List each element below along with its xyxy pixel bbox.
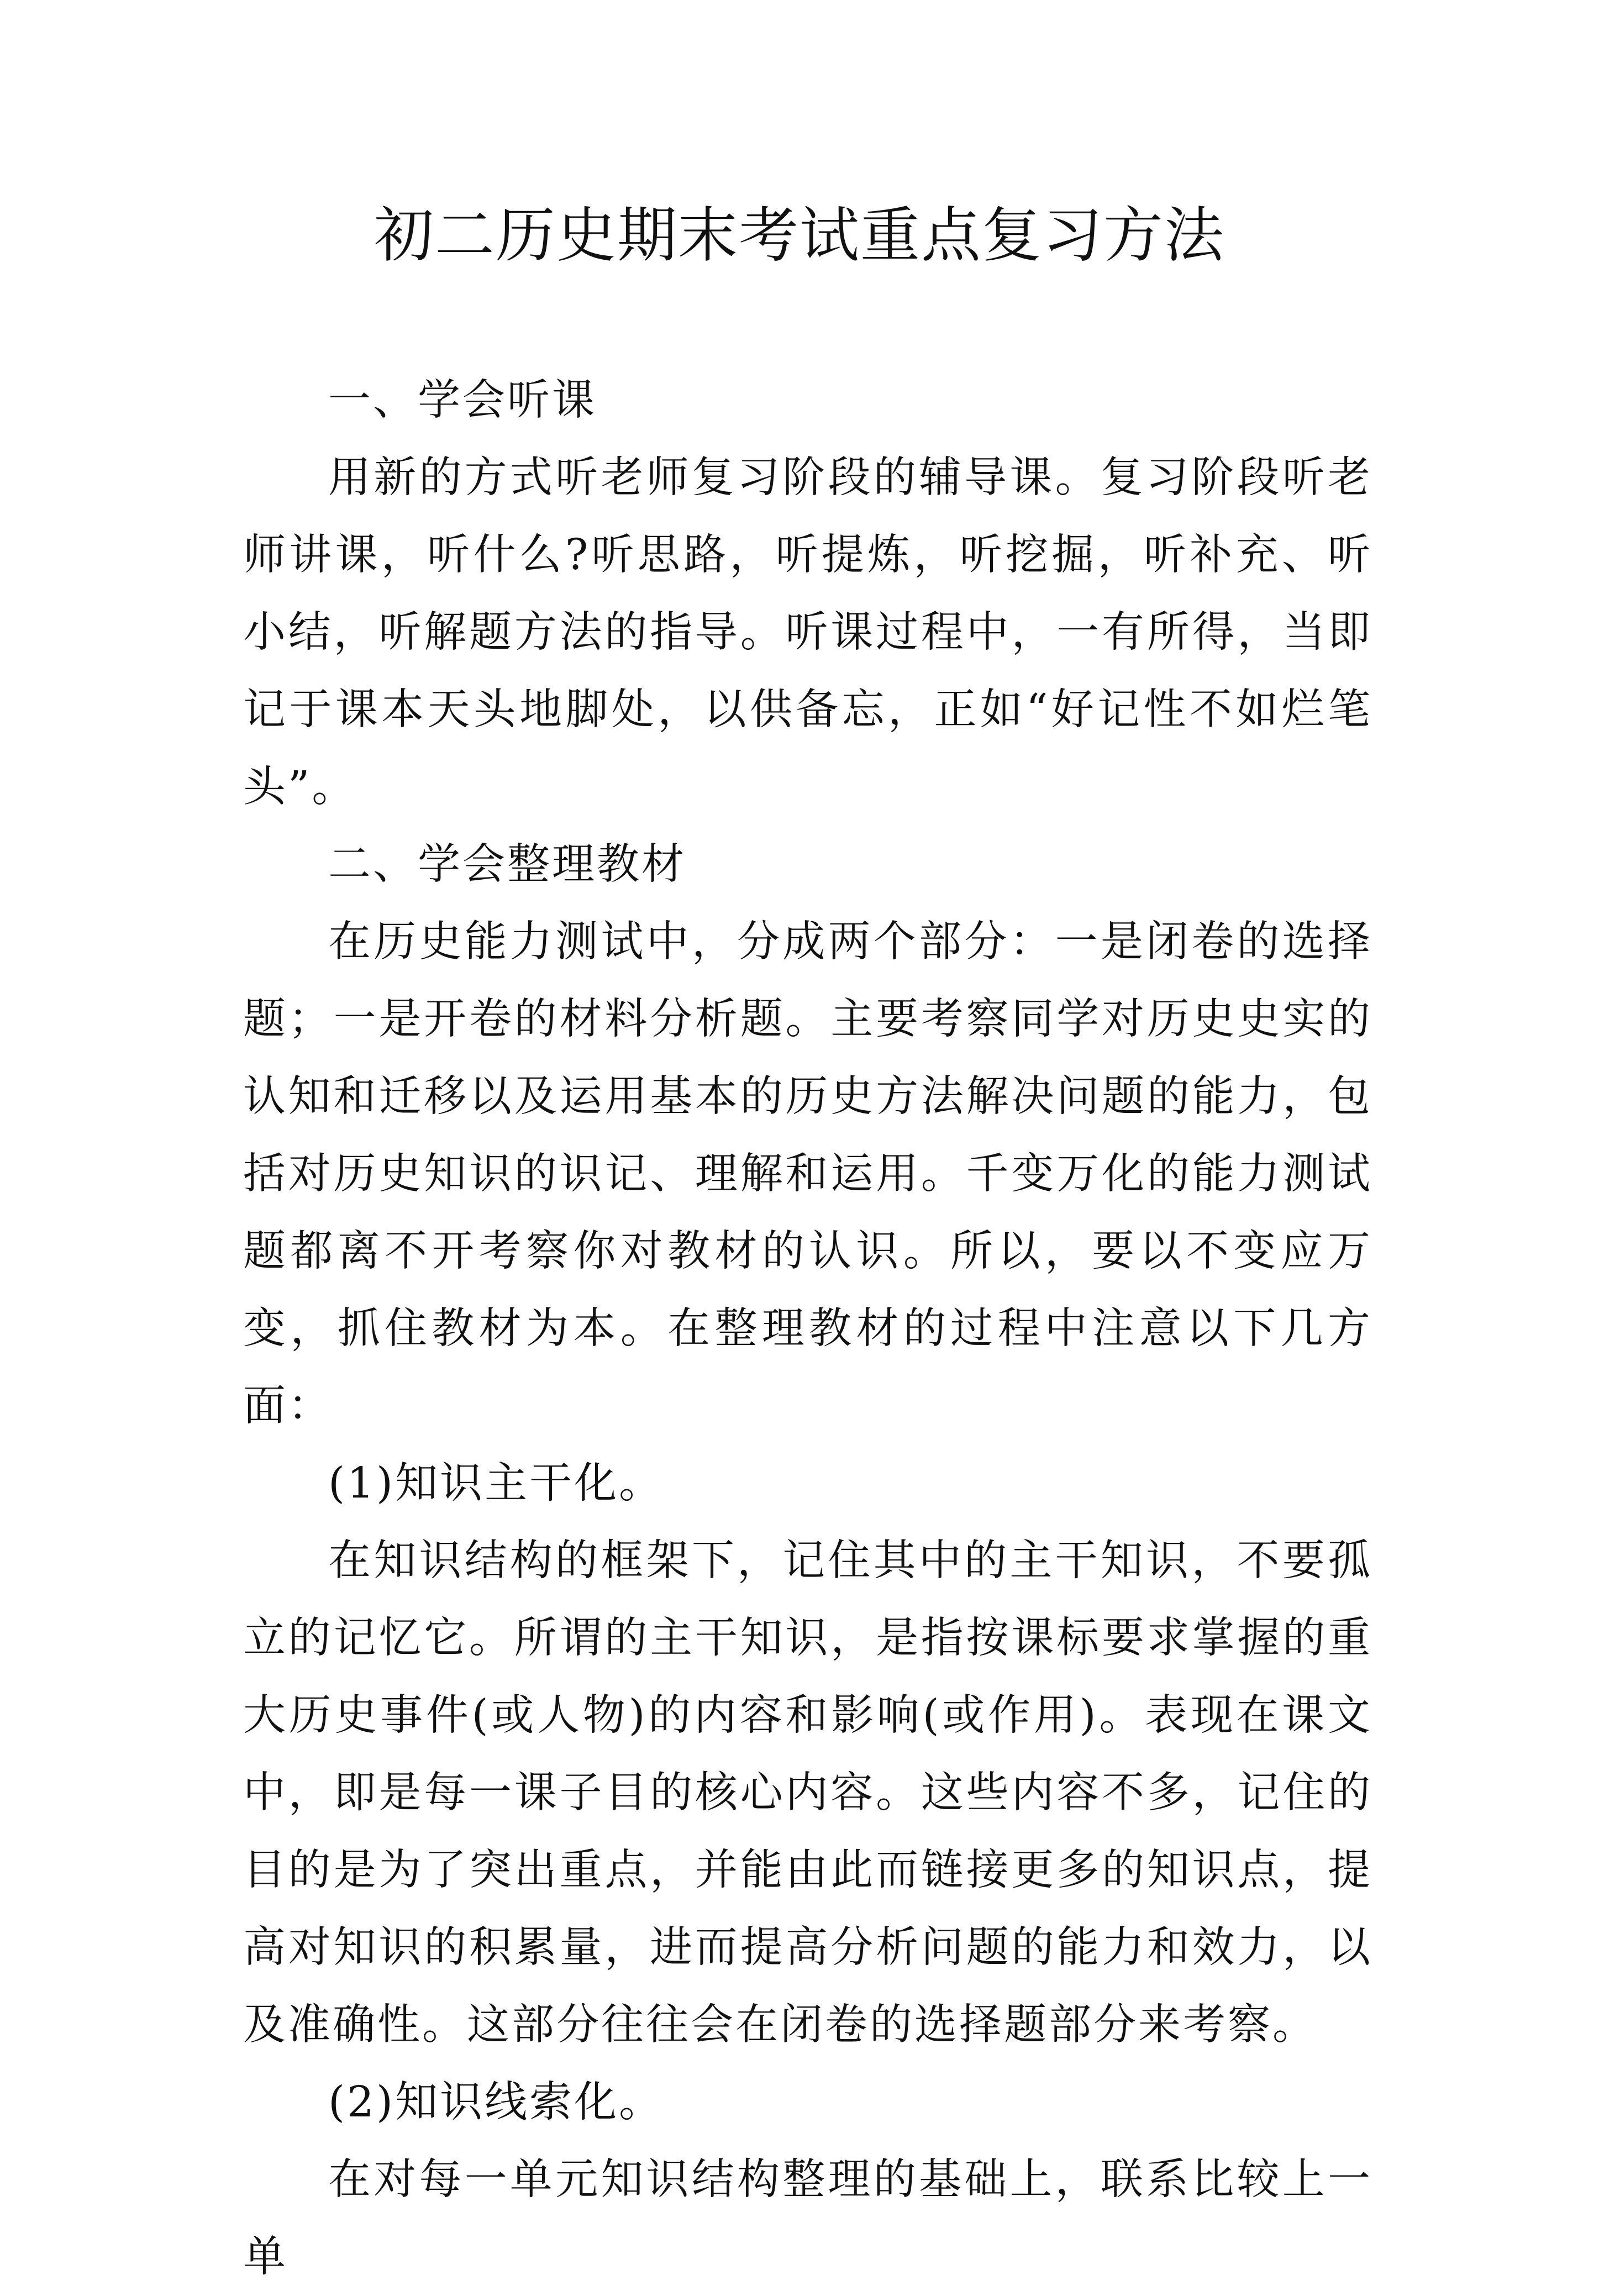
paragraph-listening: 用新的方式听老师复习阶段的辅导课。复习阶段听老师讲课，听什么?听思路，听提炼，听挖掘，听补充、听小结，听解题方法的指导。听课过程中，一有所得，当即记于课本天头地脚处，以供备忘，正如“好记性不如烂笔头”。: [243, 453, 1372, 812]
subheading-main-knowledge: (1)知识主干化。: [328, 1459, 664, 1508]
document-body: [243, 362, 1372, 2296]
section-heading-listening: 一、学会听课: [328, 376, 597, 425]
paragraph-textbook: 在历史能力测试中，分成两个部分：一是闭卷的选择题；一是开卷的材料分析题。主要考察同学对历史史实的认知和迁移以及运用基本的历史方法解决问题的能力，包括对历史知识的识记、理解和运用。千变万化的能力测试题都离不开考察你对教材的认识。所以，要以不变应万变，抓住教材为本。在整理教材的过程中注意以下几方面：: [243, 917, 1372, 1431]
paragraph-knowledge-clues: 在对每一单元知识结构整理的基础上，联系比较上一单: [243, 2155, 1372, 2282]
document-title: 初二历史期末考试重点复习方法: [374, 201, 1225, 270]
section-heading-textbook: 二、学会整理教材: [328, 840, 686, 889]
subheading-knowledge-clues: (2)知识线索化。: [328, 2078, 664, 2127]
paragraph-main-knowledge: 在知识结构的框架下，记住其中的主干知识，不要孤立的记忆它。所谓的主干知识，是指按课标要求掌握的重大历史事件(或人物)的内容和影响(或作用)。表现在课文中，即是每一课子目的核心内容。这些内容不多，记住的目的是为了突出重点，并能由此而链接更多的知识点，提高对知识的积累量，进而提高分析问题的能力和效力，以及准确性。这部分往往会在闭卷的选择题部分来考察。: [243, 1536, 1372, 2050]
